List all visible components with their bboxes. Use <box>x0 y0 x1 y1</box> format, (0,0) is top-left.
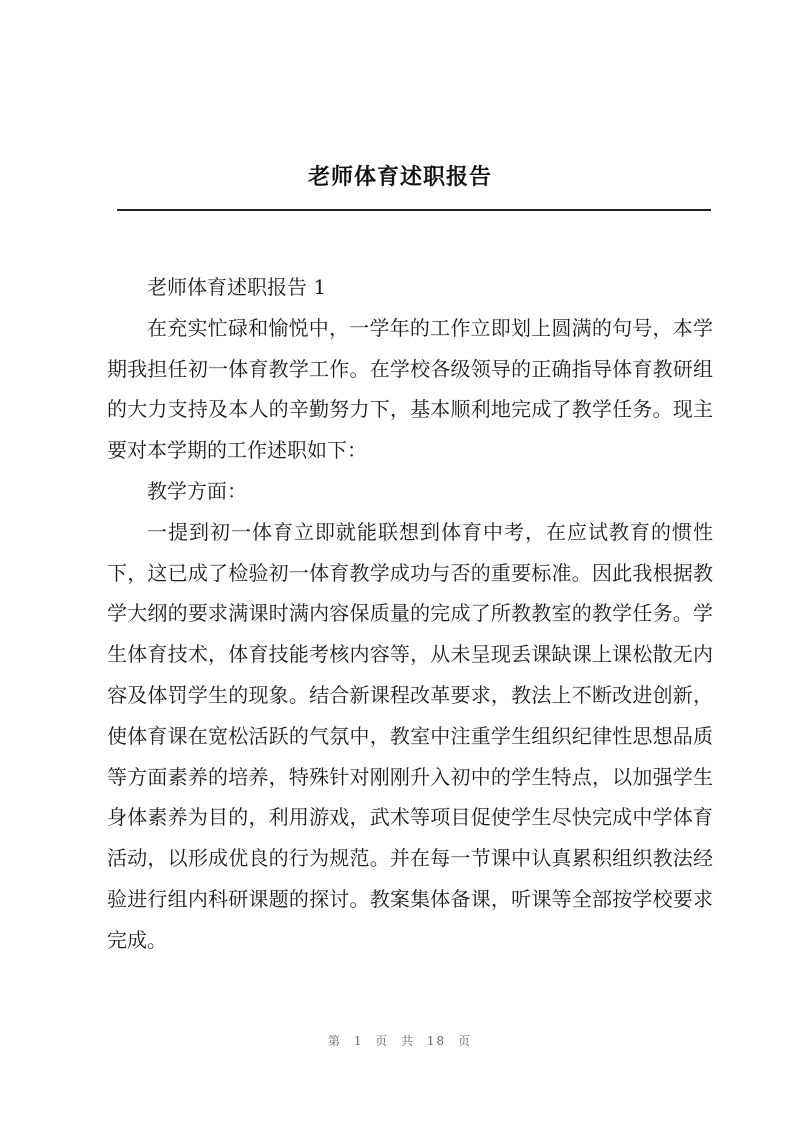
intro-paragraph: 在充实忙碌和愉悦中，一学年的工作立即划上圆满的句号，本学期我担任初一体育教学工作。在学校各级领导的正确指导体育教研组的大力支持及本人的辛勤努力下，基本顺利地完成了教学任务。现主要对本学期的工作述职如下： <box>107 315 713 463</box>
document-title: 老师体育述职报告 <box>307 164 492 190</box>
section-heading-teaching: 教学方面： <box>147 478 247 503</box>
page-number-footer: 第 1 页 共 18 页 <box>328 1034 472 1048</box>
title-underline <box>117 209 711 211</box>
document-body <box>107 267 713 961</box>
section-heading-1: 老师体育述职报告 1 <box>147 275 327 299</box>
teaching-paragraph: 一提到初一体育立即就能联想到体育中考，在应试教育的惯性下，这已成了检验初一体育教学成功与否的重要标准。因此我根据教学大纲的要求满课时满内容保质量的完成了所教教室的教学任务。学生体育技术，体育技能考核内容等，从未呈现丢课缺课上课松散无内容及体罚学生的现象。结合新课程改革要求，教法上不断改进创新，使体育课在宽松活跃的气氛中，教室中注重学生组织纪律性思想品质等方面素养的培养，特殊针对刚刚升入初中的学生特点，以加强学生身体素养为目的，利用游戏，武术等项目促使学生尽快完成中学体育活动，以形成优良的行为规范。并在每一节课中认真累积组织教法经验进行组内科研课题的探讨。教案集体备课，听课等全部按学校要求完成。 <box>107 519 713 952</box>
